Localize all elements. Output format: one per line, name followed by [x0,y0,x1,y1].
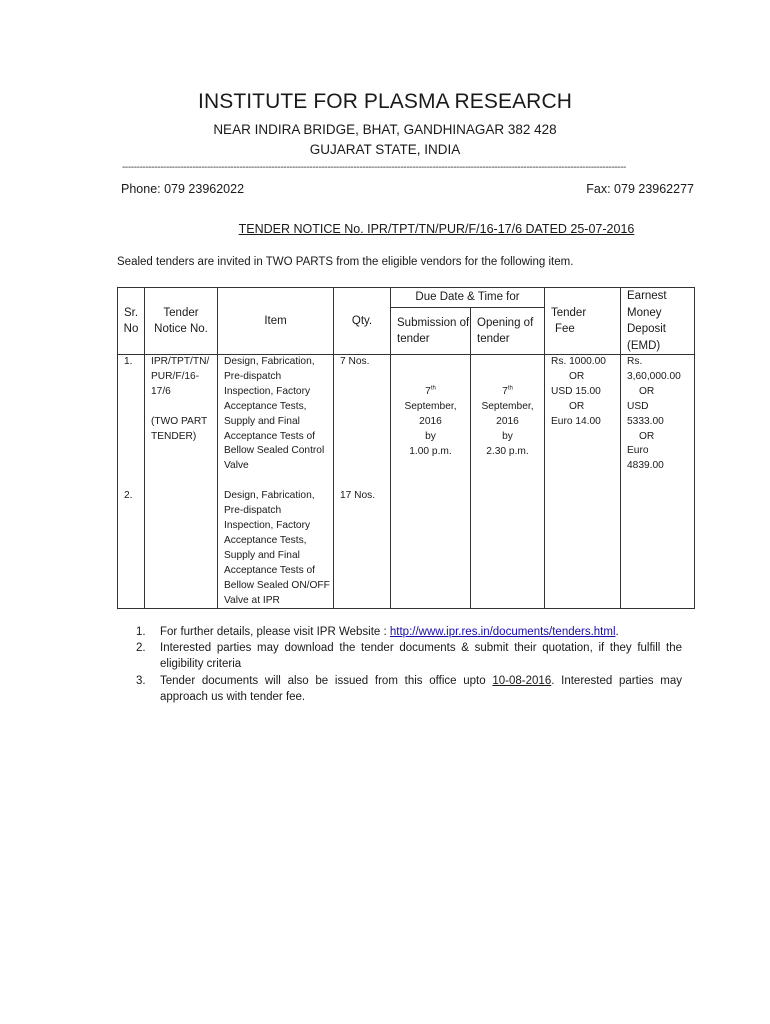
header-opening: Opening of tender [471,308,545,355]
tender-notice-title: TENDER NOTICE No. IPR/TPT/TN/PUR/F/16-17/6 DATED 25-07-2016 [238,222,635,236]
header-tender-fee: Tender Fee [545,288,621,355]
fax-number: Fax: 079 23962277 [586,182,694,196]
opening-date: 7th September, 2016 by 2.30 p.m. [471,355,545,609]
header-due-date: Due Date & Time for [391,288,545,308]
address-line-2: GUJARAT STATE, INDIA [309,142,461,157]
row-1-sr: 1. [118,355,145,490]
row-1-item: Design, Fabrication, Pre-dispatch Inspection, Factory Acceptance Tests, Supply and Final Acceptance Tests of Bellow Sealed Control Valve [218,355,334,490]
tender-table [117,287,695,609]
tender-fee: Rs. 1000.00 OR USD 15.00 OR Euro 14.00 [545,355,621,609]
header-qty: Qty. [334,288,391,355]
row-2-sr: 2. [118,489,145,609]
header-emd: Earnest Money Deposit (EMD) [621,288,695,355]
row-1-qty: 7 Nos. [334,355,391,490]
header-tender-notice: Tender Notice No. [145,288,218,355]
row-2-qty: 17 Nos. [334,489,391,609]
submission-date: 7th September, 2016 by 1.00 p.m. [391,355,471,609]
row-1-tender-no: IPR/TPT/TN/ PUR/F/16- 17/6 (TWO PART TENDER) [145,355,218,609]
emd-amount: Rs. 3,60,000.00 OR USD 5333.00 OR Euro 4839.00 [621,355,695,609]
intro-paragraph: Sealed tenders are invited in TWO PARTS from the eligible vendors for the following item. [117,256,574,268]
phone-number: Phone: 079 23962022 [121,182,245,196]
header-submission: Submission of tender [391,308,471,355]
dashed-separator: ---------------------------------------------------------------------------------------------------------------------------------------------------------------------------- [122,162,626,173]
address-line-1: NEAR INDIRA BRIDGE, BHAT, GANDHINAGAR 382 428 [213,122,557,137]
institute-title: INSTITUTE FOR PLASMA RESEARCH [198,90,572,113]
row-2-item: Design, Fabrication, Pre-dispatch Inspection, Factory Acceptance Tests, Supply and Final Acceptance Tests of Bellow Sealed ON/OFF Valve at IPR [218,489,334,609]
header-sr-no: Sr. No [118,288,145,355]
header-item: Item [218,288,334,355]
tenders-link[interactable]: http://www.ipr.res.in/documents/tenders.html [389,626,616,638]
